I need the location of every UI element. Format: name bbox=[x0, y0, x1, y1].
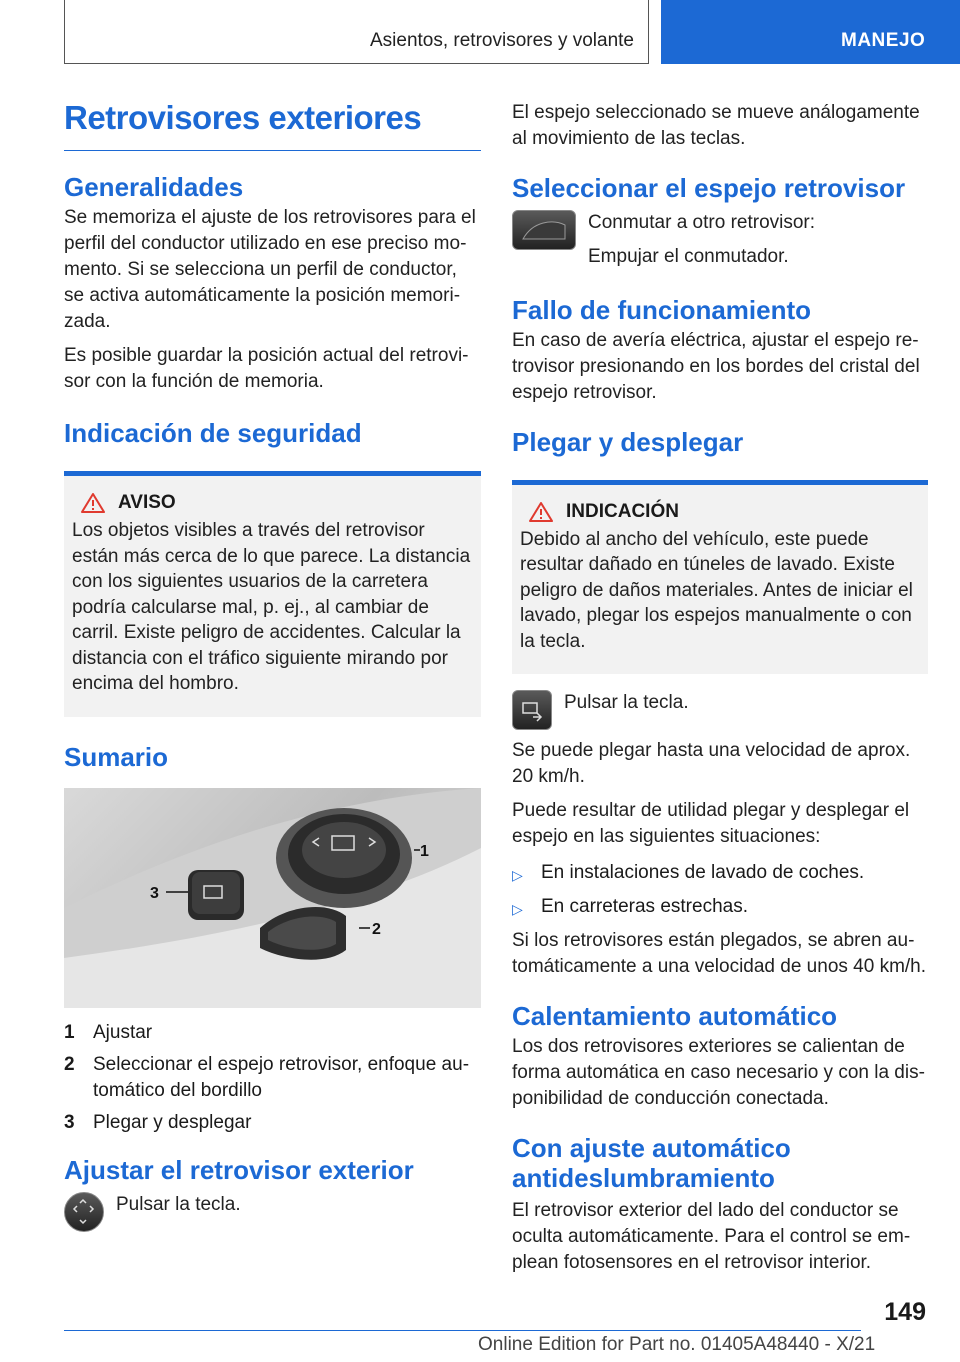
intro-paragraph: El espejo seleccionado se mueve análogamente al movimiento de las teclas. bbox=[512, 102, 920, 149]
mirror-adjust-button-icon bbox=[64, 1192, 104, 1232]
plegar-bullet-list bbox=[512, 860, 928, 922]
callout-3: 3 bbox=[150, 885, 159, 903]
mirror-controls-photo bbox=[64, 788, 481, 1008]
heading-generalidades: Generalidades bbox=[64, 172, 244, 203]
fold-mirror-button-icon bbox=[512, 690, 552, 730]
header-chapter-title: MANEJO bbox=[841, 30, 926, 51]
calentamiento-paragraph: Los dos retrovisores exteriores se calientan de forma automática en caso necesario y con la disponibilidad de conducción conectada. bbox=[512, 1036, 925, 1110]
warning-notice-text: Los objetos visibles a través del retrovisor están más cerca de lo que parece. La distancia con los siguientes usuarios de la carretera podría calcularse mal, p. ej., al cambiar de carril. Existe peligro de accidentes. Calcular la distancia con el tráfico siguiente mirando por encima del hombro. bbox=[72, 520, 471, 695]
footer-divider bbox=[64, 1330, 861, 1331]
indicacion-notice-header bbox=[520, 501, 920, 523]
heading-calentamiento: Calentamiento automático bbox=[512, 1001, 838, 1032]
list-item: ▷ En instalaciones de lavado de coches. bbox=[512, 860, 928, 888]
plegar-paragraph-2: Puede resultar de utilidad plegar y desplegar el espejo en las siguientes situaciones: bbox=[512, 800, 910, 848]
sumario-list bbox=[64, 1020, 481, 1136]
plegar-paragraph-1: Se puede plegar hasta una velocidad de aprox. 20 km/h. bbox=[512, 740, 911, 788]
plegar-press-text: Pulsar la tecla. bbox=[564, 692, 689, 714]
mirror-select-switch-icon bbox=[512, 210, 576, 250]
warning-notice-header bbox=[72, 492, 473, 514]
right-column bbox=[512, 100, 928, 1276]
list-item: 2 Seleccionar el espejo retrovisor, enfoque automático del bordillo bbox=[64, 1054, 470, 1102]
header-section-box bbox=[64, 0, 649, 64]
fallo-paragraph: En caso de avería eléctrica, ajustar el espejo retrovisor presionando en los bordes del cristal del espejo retrovisor. bbox=[512, 329, 920, 403]
warning-triangle-icon bbox=[528, 501, 554, 523]
generalidades-paragraph-1: Se memoriza el ajuste de los retrovisores para el perfil del conductor utilizado en ese preciso momento. Si se selecciona un perfil de conductor, se activa automáticamente la posición memorizada. bbox=[64, 207, 476, 333]
seleccionar-line-2: Empujar el conmutador. bbox=[588, 245, 789, 267]
ajustar-row bbox=[64, 1192, 481, 1232]
plegar-paragraph-3: Si los retrovisores están plegados, se abren automáticamente a una velocidad de unos 40 km/h. bbox=[512, 930, 927, 978]
triangle-bullet-icon: ▷ bbox=[512, 901, 523, 918]
list-item: 3 Plegar y desplegar bbox=[64, 1112, 252, 1134]
mirror-controls-illustration bbox=[64, 788, 481, 1008]
warning-notice-title: AVISO bbox=[118, 492, 176, 514]
page-title: Retrovisores exteriores bbox=[64, 100, 481, 151]
heading-antideslumbramiento: Con ajuste automático antideslumbramiento bbox=[512, 1133, 791, 1193]
seleccionar-line-1: Conmutar a otro retrovisor: bbox=[588, 211, 816, 233]
left-column bbox=[64, 100, 481, 1232]
heading-plegar: Plegar y desplegar bbox=[512, 426, 744, 457]
warning-notice-box bbox=[64, 471, 481, 717]
triangle-bullet-icon: ▷ bbox=[512, 867, 523, 884]
heading-seleccionar: Seleccionar el espejo retrovisor bbox=[512, 173, 906, 203]
heading-seguridad: Indicación de seguridad bbox=[64, 418, 362, 449]
callout-2: 2 bbox=[372, 921, 381, 939]
callout-1: 1 bbox=[420, 843, 429, 861]
ajustar-text: Pulsar la tecla. bbox=[116, 1194, 241, 1216]
edition-footer: Online Edition for Part no. 01405A48440 - X/21 bbox=[478, 1334, 876, 1355]
heading-sumario: Sumario bbox=[64, 741, 169, 772]
heading-fallo: Fallo de funcionamiento bbox=[512, 294, 812, 325]
list-item: ▷ En carreteras estrechas. bbox=[512, 894, 928, 922]
list-item: 1 Ajustar bbox=[64, 1022, 153, 1044]
seleccionar-row bbox=[512, 210, 928, 270]
plegar-press-row bbox=[512, 690, 928, 730]
heading-ajustar: Ajustar el retrovisor exterior bbox=[64, 1155, 414, 1186]
indicacion-notice-box bbox=[512, 480, 928, 675]
warning-triangle-icon bbox=[80, 492, 106, 514]
indicacion-notice-title: INDICACIÓN bbox=[566, 500, 679, 522]
page-number: 149 bbox=[884, 1298, 926, 1326]
header-section-title: Asientos, retrovisores y volante bbox=[369, 30, 634, 51]
antideslumbramiento-paragraph: El retrovisor exterior del lado del conductor se oculta automáticamente. Para el control se emplean fotosensores en el retrovisor interior. bbox=[512, 1199, 911, 1273]
generalidades-paragraph-2: Es posible guardar la posición actual del retrovisor con la función de memoria. bbox=[64, 345, 469, 393]
indicacion-notice-text: Debido al ancho del vehículo, este puede resultar dañado en túneles de lavado. Existe peligro de daños materiales. Antes de iniciar el lavado, plegar los espejos manualmente o con la tecla. bbox=[520, 528, 913, 652]
header-chapter-tab bbox=[661, 0, 960, 64]
